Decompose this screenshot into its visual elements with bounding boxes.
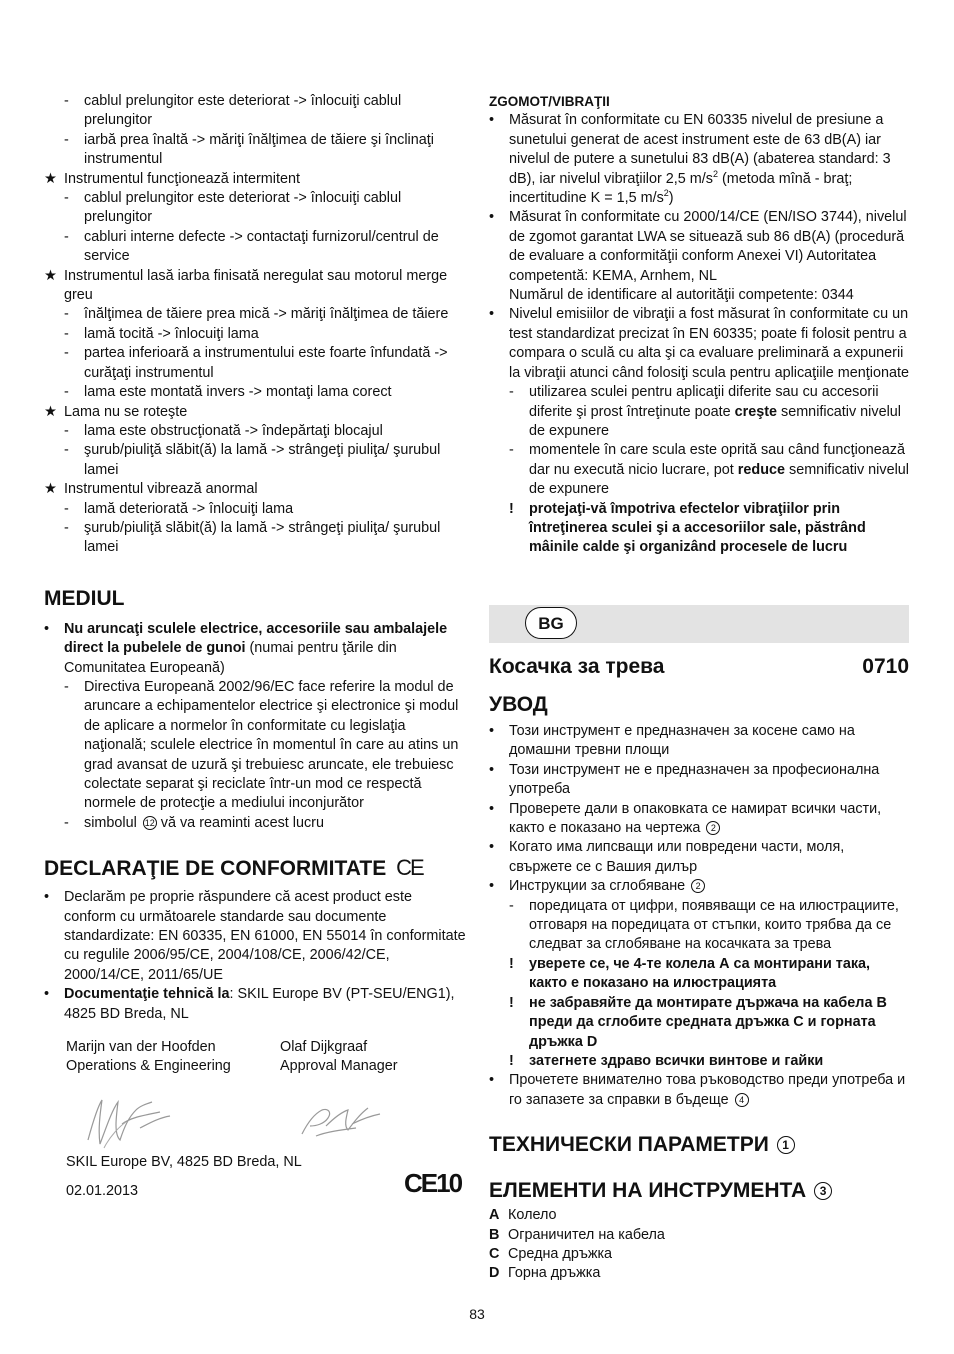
- signature-block: [66, 1038, 466, 1228]
- signatory-2: [280, 1038, 398, 1077]
- list-item: [489, 1052, 909, 1071]
- mediul-section: [44, 620, 466, 833]
- list-item-text: cablul prelungitor este deteriorat -> înlocuiţi cablul prelungitor: [84, 93, 402, 129]
- element-letter: B: [489, 1226, 500, 1243]
- mediul-bullet-bold: Nu aruncaţi sculele electrice, accesoriile sau ambalajele direct la pubelele de gunoi: [64, 620, 448, 657]
- list-item-text: не забравяйте да монтирате държача на кабела B преди да сглобите средната дръжка C и горната дръжка D: [529, 994, 887, 1050]
- bullet-mark: •: [489, 306, 495, 323]
- list-item: [44, 305, 466, 324]
- list-item-text: Този инструмент е предназначен за косене само на домашни тревни площи: [509, 723, 855, 759]
- section-heading-tech: [489, 1132, 909, 1158]
- list-item-text: Instrumentul lasă iarba finisată neregulat sau motorul merge greu: [64, 267, 448, 304]
- signatory-2-name: Olaf Dijkgraaf: [280, 1039, 368, 1056]
- list-item: [44, 228, 466, 267]
- page-number: 83: [469, 1306, 485, 1322]
- list-item-text: iarbă prea înaltă -> măriţi înălţimea de tăiere şi înclinaţi instrumentul: [84, 131, 434, 168]
- section-heading-declaratie: [44, 855, 466, 882]
- bullet-mark: -: [64, 325, 69, 342]
- list-item: [44, 131, 466, 170]
- star-bullet-icon: ★: [44, 403, 57, 420]
- list-item: [44, 500, 466, 519]
- element-label: Горна дръжка: [508, 1265, 601, 1282]
- signatory-1: [66, 1038, 231, 1077]
- bullet-mark: -: [64, 500, 69, 517]
- section-heading-mediul: MEDIUL: [44, 586, 125, 610]
- noise-guaranteed-text: Măsurat în conformitate cu 2000/14/CE (EN/ISO 3744), nivelul de zgomot garantat LWA se situează sub 86 dB(A) (procedură de evaluare a conformităţii conform Anexei VI) Autoritatea competentă: KEMA, Arnhem, NL: [509, 209, 907, 284]
- bullet-mark: •: [489, 1072, 495, 1089]
- list-item-text: cabluri interne defecte -> contactaţi furnizorul/centrul de service: [84, 228, 439, 265]
- figure-ref-circle: 1: [777, 1136, 795, 1154]
- tech-doc-text: : SKIL Europe BV (PT-SEU/ENG1), 4825 BD Breda, NL: [64, 986, 455, 1022]
- list-item: [489, 208, 911, 305]
- list-item-text: şurub/piuliţă slăbit(ă) la lamă -> strângeţi piuliţa/ şurubul lamei: [84, 519, 441, 556]
- warning-mark: !: [509, 1052, 514, 1069]
- list-item-text: Instrumentul vibrează anormal: [64, 481, 258, 498]
- list-item-text: înălţimea de tăiere prea mică -> măriţi înălţimea de tăiere: [84, 306, 449, 323]
- section-heading-elements: [489, 1178, 909, 1204]
- bullet-mark: •: [489, 761, 495, 778]
- signature-1-image: [80, 1088, 180, 1154]
- warning-mark: !: [509, 994, 514, 1011]
- list-item: [489, 877, 909, 896]
- signature-2-image: [296, 1096, 386, 1144]
- list-item: [44, 403, 466, 422]
- list-item: [44, 519, 466, 558]
- authority-id-text: Numărul de identificare al autorităţii competente: 0344: [509, 287, 854, 304]
- vibration-sub2-bold: reduce: [737, 461, 785, 478]
- element-item: [489, 1226, 909, 1245]
- mediul-symbol-text-end: vă va reaminti acest lucru: [156, 814, 324, 831]
- bullet-mark: •: [44, 620, 50, 637]
- list-item: [489, 897, 909, 955]
- list-item-text: Този инструмент не е предназначен за професионална употреба: [509, 761, 880, 798]
- bullet-mark: -: [64, 345, 69, 362]
- list-item: [489, 838, 909, 877]
- list-item-text: Lama nu se roteşte: [64, 403, 188, 420]
- declaration-date: 02.01.2013: [66, 1183, 139, 1200]
- list-item: [489, 1071, 909, 1110]
- mediul-symbol-text: simbolul: [84, 814, 141, 831]
- element-item: [489, 1245, 909, 1264]
- element-letter: A: [489, 1207, 500, 1224]
- list-item: [44, 620, 466, 678]
- list-item-text: уверете се, че 4-те колела А са монтирани така, както е показано на илюстрацията: [529, 955, 871, 992]
- bullet-mark: -: [64, 131, 69, 148]
- section-heading-uvod: УВОД: [489, 693, 548, 716]
- bullet-mark: •: [489, 800, 495, 817]
- list-item-text: Когато има липсващи или повредени части, моля, свържете се с Вашия дилър: [509, 839, 845, 875]
- signatory-2-title: Approval Manager: [280, 1058, 398, 1075]
- bullet-mark: •: [44, 986, 50, 1003]
- section-heading-zgomot: ZGOMOT/VIBRAŢII: [489, 94, 610, 109]
- list-item: [44, 189, 466, 228]
- bullet-mark: -: [64, 442, 69, 459]
- ce-mark-icon: CE: [396, 855, 423, 881]
- intro-list: [489, 722, 909, 1110]
- element-label: Ограничител на кабела: [508, 1226, 665, 1243]
- element-label: Колело: [508, 1207, 557, 1224]
- bullet-mark: •: [489, 723, 495, 739]
- list-item: [489, 955, 909, 994]
- troubleshooting-list: [44, 92, 466, 558]
- bullet-mark: -: [64, 93, 69, 109]
- bullet-mark: -: [64, 228, 69, 245]
- list-item: [489, 722, 909, 761]
- dash-mark: -: [64, 678, 69, 695]
- bullet-mark: •: [489, 839, 495, 856]
- mediul-bullet-text: (numai pentru ţările din Comunitatea Europeană): [64, 640, 397, 676]
- list-item-text: Инструкции за сглобяване: [509, 878, 690, 895]
- tech-doc-label: Documentaţie tehnică la: [64, 986, 230, 1003]
- element-label: Средна дръжка: [508, 1245, 613, 1262]
- bullet-mark: •: [489, 878, 495, 895]
- list-item: [489, 383, 911, 441]
- list-item: [44, 325, 466, 344]
- bullet-mark: •: [44, 889, 50, 906]
- tech-heading-text: ТЕХНИЧЕСКИ ПАРАМЕТРИ: [489, 1133, 769, 1157]
- list-item: [44, 92, 466, 131]
- ce10-mark-icon: CE10: [404, 1168, 462, 1199]
- list-item: [44, 814, 466, 833]
- vibration-warning-text: protejaţi-vă împotriva efectelor vibraţiilor prin întreţinerea sculei şi a accesoriilor sale, păstrând mâinile calde şi organizând procesele de lucru: [529, 500, 866, 556]
- list-item: [489, 111, 911, 208]
- bullet-mark: -: [64, 190, 69, 207]
- vibration-sub1-end: semnificativ nivelul de expunere: [529, 403, 901, 439]
- list-item: [489, 800, 909, 839]
- list-item-text: lama este obstrucţionată -> îndepărtaţi blocajul: [84, 422, 383, 439]
- list-item-text: lamă tocită -> înlocuiţi lama: [84, 325, 259, 342]
- dash-mark: -: [64, 814, 69, 831]
- bg-section: [489, 654, 909, 1284]
- list-item-text: cablul prelungitor este deteriorat -> înlocuiţi cablul prelungitor: [84, 190, 402, 226]
- figure-ref-circle: 3: [814, 1182, 832, 1200]
- star-bullet-icon: ★: [44, 170, 57, 187]
- bullet-mark: -: [64, 422, 69, 439]
- element-item: [489, 1206, 909, 1225]
- warning-item: [489, 500, 911, 558]
- list-item: [489, 761, 909, 800]
- figure-ref-circle: 12: [144, 817, 155, 828]
- list-item: [489, 441, 911, 499]
- product-model: 0710: [862, 655, 909, 678]
- vibration-text: Nivelul emisiilor de vibraţii a fost măsurat în conformitate cu un test standardizat precizat în EN 60335; poate fi folosit pentru a compara o sculă cu alta şi ca evaluare preliminară a expunerii la vibraţii atunci când folosiţi scula pentru aplicaţiile menţionate: [509, 306, 909, 381]
- noise-measure-text-mid: (metoda mînă - braţ; incertitudine K = 1,5 m/s: [509, 170, 853, 207]
- list-item: [44, 441, 466, 480]
- list-item-text: затегнете здраво всички винтове и гайки: [529, 1052, 824, 1069]
- product-title: Косачка за трева: [489, 655, 665, 678]
- product-title-row: [489, 654, 909, 682]
- signatory-1-title: Operations & Engineering: [66, 1058, 231, 1075]
- list-item-text: поредицата от цифри, появяващи се на илюстрациите, отговаря на поредицата от стъпки, които трябва да се следват за сглобяване на косачката за трева: [529, 897, 899, 953]
- figure-ref-circle: 2: [691, 879, 705, 893]
- list-item-text: Instrumentul funcţionează intermitent: [64, 170, 300, 187]
- declaratie-heading-text: DECLARAŢIE DE CONFORMITATE: [44, 857, 387, 881]
- list-item: [44, 344, 466, 383]
- noise-measure-text-end: ): [668, 190, 674, 207]
- list-item-text: Прочетете внимателно това ръководство преди употреба и го запазете за справки в бъдеще: [509, 1072, 906, 1108]
- vibration-sub1-bold: creşte: [734, 403, 777, 420]
- company-address: SKIL Europe BV, 4825 BD Breda, NL: [66, 1154, 302, 1171]
- declaratie-section: [44, 888, 466, 1024]
- bullet-mark: -: [509, 897, 514, 914]
- list-item-text: lama este montată invers -> montaţi lama corect: [84, 384, 392, 401]
- superscript: 2: [663, 188, 669, 199]
- bullet-mark: -: [64, 519, 69, 536]
- superscript: 2: [712, 168, 718, 179]
- noise-measure-text: Măsurat în conformitate cu EN 60335 nivelul de presiune a sunetului generat de acest instrument este de 63 dB(A) iar nivelul de putere a sunetului 83 dB(A) (abaterea standard: 3 dB), iar nivelul vibraţiilor 2,5 m/s: [509, 112, 891, 187]
- list-item-text: Проверете дали в опаковката се намират всички части, както е показано на чертежа: [509, 800, 882, 837]
- figure-ref-circle: 4: [735, 1093, 749, 1107]
- list-item: [44, 985, 466, 1024]
- bullet-mark: •: [489, 209, 495, 226]
- warning-mark: !: [509, 500, 514, 517]
- element-item: [489, 1264, 909, 1283]
- list-item: [489, 994, 909, 1052]
- list-item: [44, 170, 466, 189]
- elements-heading-text: ЕЛЕМЕНТИ НА ИНСТРУМЕНТА: [489, 1179, 807, 1203]
- figure-ref-circle: 2: [706, 821, 720, 835]
- list-item: [44, 422, 466, 441]
- list-item: [44, 383, 466, 402]
- elements-list: [489, 1206, 909, 1284]
- declaratie-standards-text: Declarăm pe proprie răspundere că acest product este conform cu următoarele standarde sau documente standardizate: EN 60335, EN 61000, EN 55014 în conformitate cu regulile 2006/95/CE, 2004/108/CE, 2006/42/CE, 2000/14/CE, 2011/65/UE: [64, 889, 466, 983]
- list-item: [44, 888, 466, 985]
- dash-mark: -: [509, 384, 514, 401]
- language-badge: BG: [525, 607, 577, 639]
- signatory-1-name: Marijn van der Hoofden: [66, 1039, 216, 1056]
- bullet-mark: -: [64, 384, 69, 401]
- list-item: [489, 305, 911, 383]
- bullet-mark: -: [64, 306, 69, 323]
- list-item: [44, 267, 466, 306]
- star-bullet-icon: ★: [44, 481, 57, 498]
- vibration-sub2-text: momentele în care scula este oprită sau când funcţionează dar nu execută nicio lucrare, pot: [529, 442, 905, 478]
- mediul-directive-text: Directiva Europeană 2002/96/EC face referire la modul de aruncare a echipamentelor electrice şi electronice şi modul de aplicare a normelor în conformitate cu legislaţia naţională; sculele electrice în momentul în care au atins un grad avansat de uzură şi trebuiesc aruncate, ele trebuiesc colectate separat şi reciclate într-un mod ce respectă normele de protecţie a mediului inconjurător: [84, 678, 459, 812]
- list-item-text: lamă deteriorată -> înlocuiţi lama: [84, 500, 294, 517]
- element-letter: D: [489, 1265, 500, 1282]
- bullet-mark: •: [489, 112, 495, 129]
- list-item-text: partea inferioară a instrumentului este foarte înfundată -> curăţaţi instrumentul: [84, 345, 448, 381]
- list-item-text: şurub/piuliţă slăbit(ă) la lamă -> strângeţi piuliţa/ şurubul lamei: [84, 442, 441, 478]
- left-column: [44, 92, 466, 1228]
- right-column: [489, 92, 911, 558]
- vibration-sub1-text: utilizarea sculei pentru aplicaţii diferite sau cu accesorii diferite şi prost întreţinute poate: [529, 384, 879, 420]
- dash-mark: -: [509, 442, 514, 459]
- list-item: [44, 480, 466, 499]
- warning-mark: !: [509, 955, 514, 972]
- list-item: [44, 678, 466, 814]
- vibration-sub2-end: semnificativ nivelul de expunere: [529, 461, 909, 498]
- star-bullet-icon: ★: [44, 267, 57, 284]
- element-letter: C: [489, 1245, 500, 1262]
